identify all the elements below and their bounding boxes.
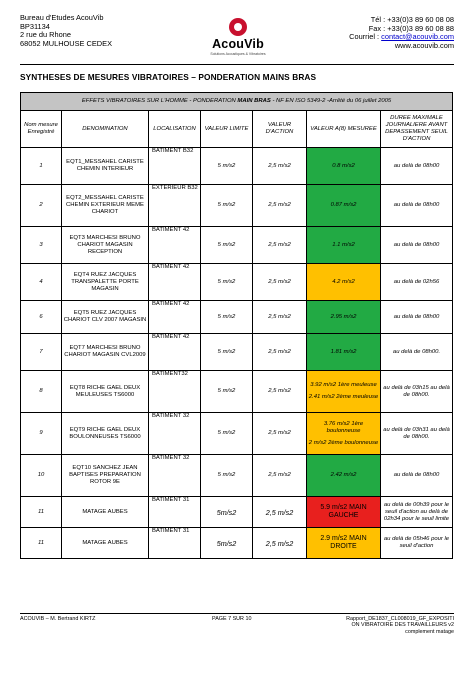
denomination-cell: MATAGE AUBES xyxy=(62,497,149,528)
banner-bold: MAIN BRAS xyxy=(237,98,271,104)
measured-value-secondary: 2.41 m/s2 2ème meuleuse xyxy=(308,394,379,400)
localisation-cell: BATIMENT 42 xyxy=(149,227,201,264)
localisation-cell: BATIMENT 42 xyxy=(149,301,201,334)
measured-value-cell xyxy=(307,148,381,185)
measured-value: 0.8 m/s2 xyxy=(332,162,355,169)
table-row xyxy=(21,148,453,185)
footer-divider xyxy=(20,613,454,614)
website-link[interactable]: www.acouvib.com xyxy=(394,40,454,50)
limit-value-cell: 5 m/s2 xyxy=(201,413,253,455)
header-valeur-limite: VALEUR LIMITE xyxy=(201,111,253,148)
measured-value: 0.87 m/s2 xyxy=(330,202,357,208)
email-label: Courriel : xyxy=(349,32,382,42)
fax-number: Fax : +33(0)3 89 60 08 88 xyxy=(368,23,454,33)
header-denomination: DENOMINATION xyxy=(62,111,149,148)
limit-value-cell: 5m/s2 xyxy=(201,528,253,559)
table-row xyxy=(21,528,453,559)
table-row xyxy=(21,185,453,227)
measured-value-cell xyxy=(307,264,381,301)
table-banner xyxy=(21,93,453,111)
measured-value: 5.9 m/s2 MAIN GAUCHE xyxy=(320,504,367,519)
denomination-cell: EQT4 RUEZ JACQUES TRANSPALETTE PORTE MAGASIN xyxy=(62,264,149,301)
logo-tagline: Solutions Acoustiques & Vibratoires xyxy=(210,52,266,56)
denomination-cell: EQT9 RICHE GAEL DEUX BOULONNEUSES TS6000 xyxy=(62,413,149,455)
action-value-cell: 2,5 m/s2 xyxy=(253,148,307,185)
address-line: 68052 MULHOUSE CEDEX xyxy=(20,38,113,48)
max-duration-cell: au delà de 03h31 au delà de 08h00. xyxy=(381,413,453,455)
measured-value-secondary: 2 m/s2 2ème boulonneuse xyxy=(308,439,379,446)
measured-value-cell xyxy=(307,497,381,528)
max-duration-cell: au delà de 08h00. xyxy=(381,334,453,371)
table-row xyxy=(21,371,453,413)
measurements-table xyxy=(20,92,453,559)
limit-value-cell: 5 m/s2 xyxy=(201,301,253,334)
report-reference-line: complement matage xyxy=(405,628,454,635)
localisation-cell: BATIMENT 42 xyxy=(149,334,201,371)
measured-value-cell xyxy=(307,334,381,371)
measured-value-cell xyxy=(307,455,381,497)
limit-value-cell: 5 m/s2 xyxy=(201,264,253,301)
localisation-cell: BATIMENT 31 xyxy=(149,528,201,559)
measured-value: 4.2 m/s2 xyxy=(332,278,355,285)
measured-value: 3.76 m/s2 1ère boulonneuse xyxy=(323,420,364,434)
measure-number: 1 xyxy=(21,148,62,185)
table-row xyxy=(21,227,453,264)
measured-value-cell xyxy=(307,528,381,559)
measure-number: 2 xyxy=(21,185,62,227)
action-value-cell: 2,5 m/s2 xyxy=(253,264,307,301)
measure-number: 10 xyxy=(21,455,62,497)
table-header-row xyxy=(21,111,453,148)
max-duration-cell: au delà de 00h39 pour le seuil d'action au delà de 02h34 pour le seuil limite xyxy=(381,497,453,528)
header-localisation: LOCALISATION xyxy=(149,111,201,148)
max-duration-cell: au delà de 02h56 xyxy=(381,264,453,301)
action-value-cell: 2,5 m/s2 xyxy=(253,371,307,413)
table-row xyxy=(21,497,453,528)
measured-value-cell xyxy=(307,371,381,413)
max-duration-cell: au delà de 08h00 xyxy=(381,148,453,185)
measure-number: 3 xyxy=(21,227,62,264)
measured-value: 1.1 m/s2 xyxy=(332,241,355,248)
table-row xyxy=(21,413,453,455)
logo-mark-icon xyxy=(229,18,247,36)
report-reference xyxy=(346,616,454,635)
limit-value-cell: 5 m/s2 xyxy=(201,455,253,497)
max-duration-cell: au delà de 08h00 xyxy=(381,227,453,264)
action-value-cell: 2,5 m/s2 xyxy=(253,227,307,264)
measure-number: 11 xyxy=(21,497,62,528)
max-duration-cell: au delà de 08h00 xyxy=(381,455,453,497)
page-header xyxy=(20,14,454,62)
measured-value-cell xyxy=(307,301,381,334)
page-number: PAGE 7 SUR 10 xyxy=(212,616,252,622)
header-valeur-mesuree: VALEUR A(8) MESUREE xyxy=(307,111,381,148)
address-line: 2 rue du Rhone xyxy=(20,30,71,40)
denomination-cell: MATAGE AUBES xyxy=(62,528,149,559)
max-duration-cell: au delà de 05h46 pour le seuil d'action xyxy=(381,528,453,559)
phone-number: Tél : +33(0)3 89 60 08 08 xyxy=(370,15,454,24)
limit-value-cell: 5 m/s2 xyxy=(201,148,253,185)
max-duration-cell: au delà de 08h00 xyxy=(381,301,453,334)
table-row xyxy=(21,264,453,301)
limit-value-cell: 5 m/s2 xyxy=(201,185,253,227)
address-line: BP31134 xyxy=(20,21,50,31)
limit-value-cell: 5 m/s2 xyxy=(201,227,253,264)
header-valeur-action: VALEUR D'ACTION xyxy=(253,111,307,148)
banner-suffix: - NF EN ISO 5349-2 -Arrêté du 06 juillet 2005 xyxy=(270,98,392,104)
action-value-cell: 2,5 m/s2 xyxy=(253,334,307,371)
header-nom-mesure: Nom mesure Enregistré xyxy=(21,111,62,148)
denomination-cell: EQT1_MESSAHEL CARISTE CHEMIN INTERIEUR xyxy=(62,148,149,185)
localisation-cell: BATIMENT 32 xyxy=(149,455,201,497)
measure-number: 11 xyxy=(21,528,62,559)
measured-value: 2.9 m/s2 MAIN DROITE xyxy=(320,535,367,550)
address-line: Bureau d'Etudes AcouVib xyxy=(20,13,104,22)
company-contact xyxy=(349,16,454,50)
denomination-cell: EQT10 SANCHEZ JEAN BAPTISES PREPARATION ROTOR 9E xyxy=(62,455,149,497)
measured-value-cell xyxy=(307,185,381,227)
action-value-cell: 2,5 m/s2 xyxy=(253,497,307,528)
header-duree-maximale: DUREE MAXIMALE JOURNALIERE AVANT DEPASSEMENT SEUIL D'ACTION xyxy=(381,111,453,148)
logo-name: AcouVib xyxy=(212,37,264,51)
denomination-cell: EQT2_MESSAHEL CARISTE CHEMIN EXTERIEUR MEME CHARIOT xyxy=(62,185,149,227)
measure-number: 7 xyxy=(21,334,62,371)
action-value-cell: 2,5 m/s2 xyxy=(253,455,307,497)
measured-value-cell xyxy=(307,413,381,455)
measure-number: 8 xyxy=(21,371,62,413)
localisation-cell: EXTERIEUR B32 xyxy=(149,185,201,227)
max-duration-cell: au delà de 08h00 xyxy=(381,185,453,227)
acouvib-logo xyxy=(203,18,273,62)
measured-value-cell xyxy=(307,227,381,264)
email-link[interactable]: contact@acouvib.com xyxy=(381,32,454,42)
localisation-cell: BATIMENT 42 xyxy=(149,264,201,301)
table-row xyxy=(21,455,453,497)
measure-number: 4 xyxy=(21,264,62,301)
limit-value-cell: 5 m/s2 xyxy=(201,334,253,371)
measure-number: 9 xyxy=(21,413,62,455)
localisation-cell: BATIMENT32 xyxy=(149,371,201,413)
company-address xyxy=(20,14,112,48)
table-banner-row xyxy=(21,93,453,111)
table-row xyxy=(21,334,453,371)
denomination-cell: EQT3 MARCHESI BRUNO CHARIOT MAGASIN RECEPTION xyxy=(62,227,149,264)
measured-value: 1.81 m/s2 xyxy=(330,348,357,355)
measure-number: 6 xyxy=(21,301,62,334)
localisation-cell: BATIMENT B32 xyxy=(149,148,201,185)
action-value-cell: 2,5 m/s2 xyxy=(253,528,307,559)
document-title: SYNTHESES DE MESURES VIBRATOIRES – PONDERATION MAINS BRAS xyxy=(20,72,317,82)
report-reference-line: ON VIBRATOIRE DES TRAVAILLEURS v2 xyxy=(351,622,454,629)
action-value-cell: 2,5 m/s2 xyxy=(253,301,307,334)
limit-value-cell: 5 m/s2 xyxy=(201,371,253,413)
action-value-cell: 2,5 m/s2 xyxy=(253,413,307,455)
banner-prefix: EFFETS VIBRATOIRES SUR L'HOMME - PONDERATION xyxy=(81,98,238,104)
localisation-cell: BATIMENT 31 xyxy=(149,497,201,528)
header-divider xyxy=(20,64,454,65)
max-duration-cell: au delà de 03h15 au delà de 08h00. xyxy=(381,371,453,413)
report-reference-line: Rapport_DE1837_CL008019_GF_EXPOSITI xyxy=(346,616,454,622)
measured-value: 3.92 m/s2 1ère meuleuse xyxy=(310,382,377,388)
measured-value: 2.95 m/s2 xyxy=(330,313,357,320)
limit-value-cell: 5m/s2 xyxy=(201,497,253,528)
denomination-cell: EQT7 MARCHESI BRUNO CHARIOT MAGASIN CVL2009 xyxy=(62,334,149,371)
action-value-cell: 2,5 m/s2 xyxy=(253,185,307,227)
denomination-cell: EQT5 RUEZ JACQUES CHARIOT CLV 2007 MAGASIN xyxy=(62,301,149,334)
measured-value: 2.42 m/s2 xyxy=(330,472,357,478)
footer-author: ACOUVIB – M. Bertrand KIRTZ xyxy=(20,616,96,622)
table-row xyxy=(21,301,453,334)
denomination-cell: EQT8 RICHE GAEL DEUX MEULEUSES TS6000 xyxy=(62,371,149,413)
localisation-cell: BATIMENT 32 xyxy=(149,413,201,455)
